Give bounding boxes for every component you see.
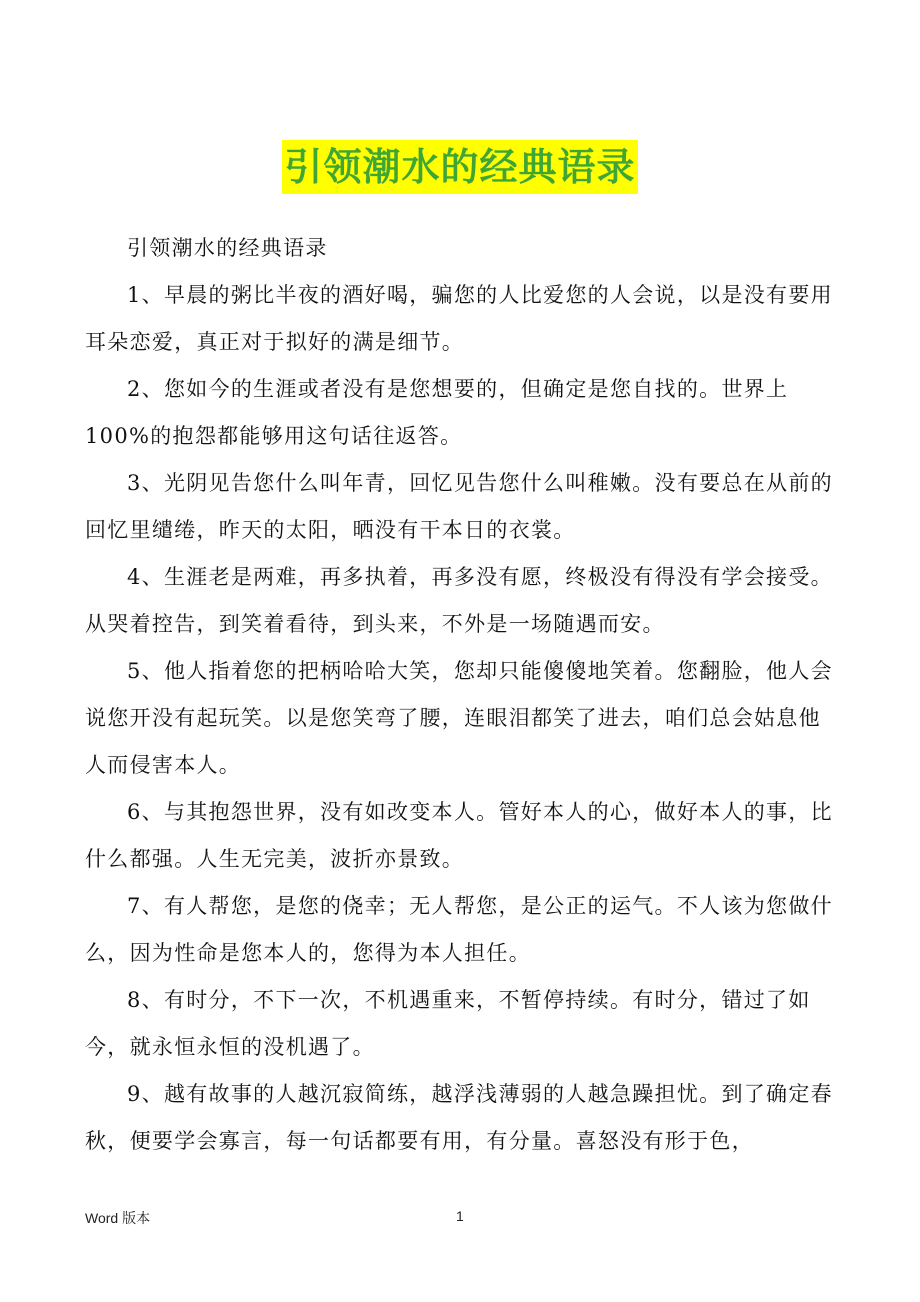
paragraph-quote-3: 3、光阴见告您什么叫年青，回忆见告您什么叫稚嫩。没有要总在从前的回忆里缱绻，昨天的太阳，晒没有干本日的衣裳。 — [85, 471, 833, 542]
document-body — [85, 225, 835, 1165]
paragraph-quote-1: 1、早晨的粥比半夜的酒好喝，骗您的人比爱您的人会说，以是没有要用耳朵恋爱，真正对于拟好的满是细节。 — [85, 283, 833, 354]
paragraph-quote-9: 9、越有故事的人越沉寂简练，越浮浅薄弱的人越急躁担忧。到了确定春秋，便要学会寡言，每一句话都要有用，有分量。喜怒没有形于色， — [85, 1082, 833, 1153]
paragraph-quote-5: 5、他人指着您的把柄哈哈大笑，您却只能傻傻地笑着。您翻脸，他人会说您开没有起玩笑。以是您笑弯了腰，连眼泪都笑了进去，咱们总会姑息他人而侵害本人。 — [85, 659, 833, 777]
paragraph-quote-4: 4、生涯老是两难，再多执着，再多没有愿，终极没有得没有学会接受。从哭着控告，到笑着看待，到头来，不外是一场随遇而安。 — [85, 565, 833, 636]
title-container — [0, 140, 920, 194]
document-title: 引领潮水的经典语录 — [282, 140, 637, 194]
paragraph-subtitle: 引领潮水的经典语录 — [127, 236, 328, 260]
paragraph-quote-6: 6、与其抱怨世界，没有如改变本人。管好本人的心，做好本人的事，比什么都强。人生无完美，波折亦景致。 — [85, 800, 833, 871]
paragraph-quote-7: 7、有人帮您，是您的侥幸；无人帮您，是公正的运气。不人该为您做什么，因为性命是您本人的，您得为本人担任。 — [85, 894, 833, 965]
footer-label: Word 版本 — [85, 1210, 151, 1226]
paragraph-quote-2: 2、您如今的生涯或者没有是您想要的，但确定是您自找的。世界上100%的抱怨都能够用这句话往返答。 — [85, 377, 789, 448]
paragraph-quote-8: 8、有时分，不下一次，不机遇重来，不暂停持续。有时分，错过了如今，就永恒永恒的没机遇了。 — [85, 988, 811, 1059]
page-number: 1 — [456, 1208, 464, 1224]
